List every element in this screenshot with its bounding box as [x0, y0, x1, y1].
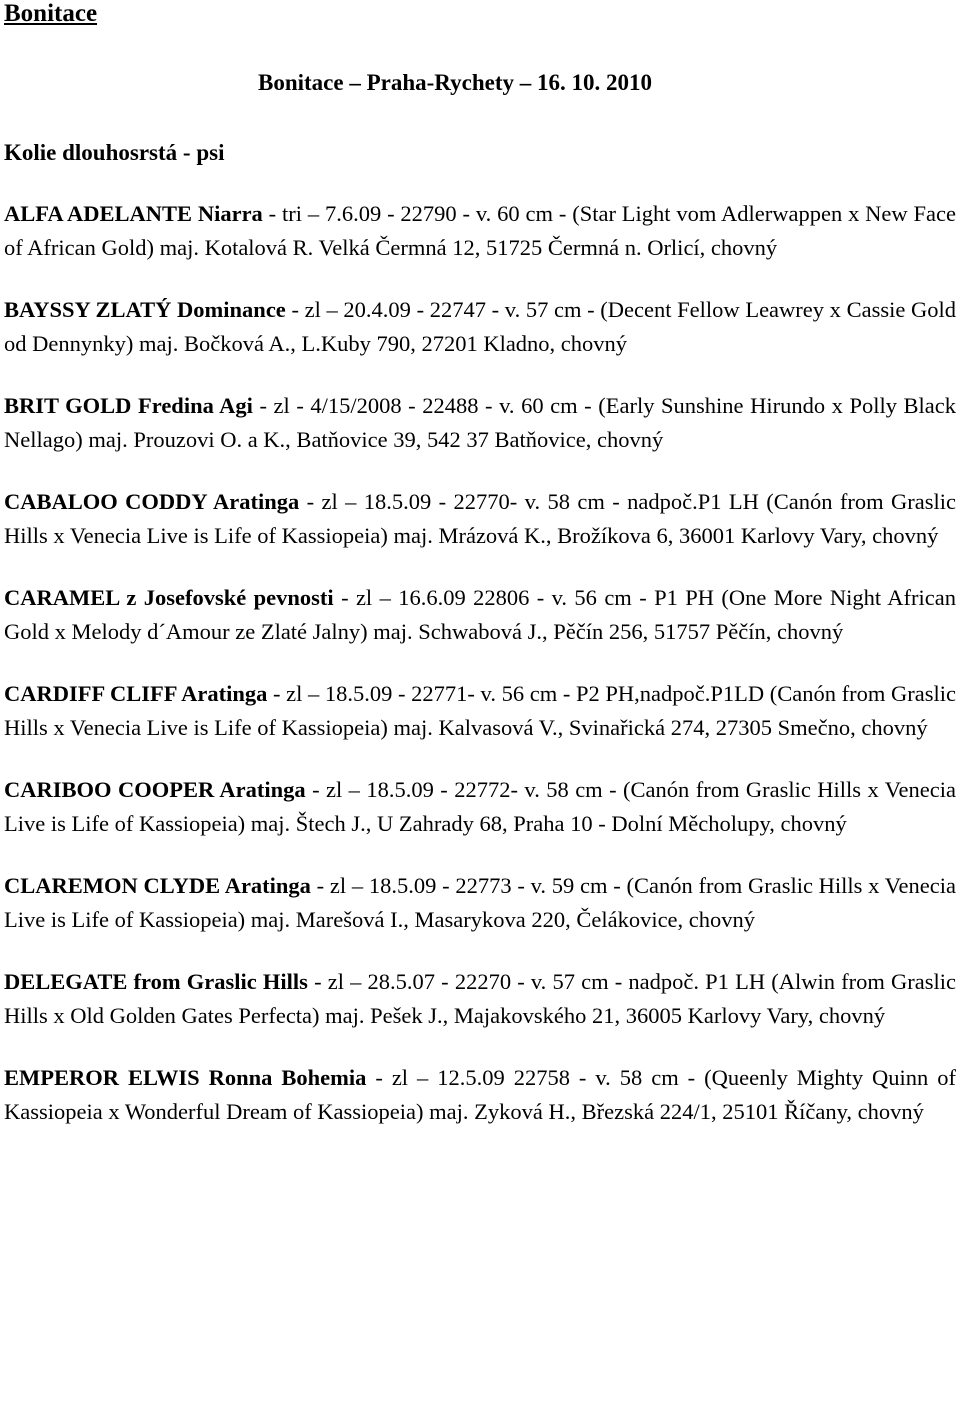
entry-details: - zl – 20.4.09 - 22747 - v. 57 cm - (Decent Fellow Leawrey x Cassie Gold od Dennynky) maj. Bočková A., L.Kuby 790, 27201 Kladno, chovný — [4, 297, 956, 356]
dog-name: BRIT GOLD Fredina Agi — [4, 393, 253, 418]
list-item — [4, 965, 956, 1033]
entry-list — [4, 197, 956, 1157]
list-item — [4, 581, 956, 649]
entry-details: - zl – 12.5.09 22758 - v. 58 cm - (Queenly Mighty Quinn of Kassiopeia x Wonderful Dream of Kassiopeia) maj. Zyková H., Březská 224/1, 25101 Říčany, chovný — [4, 1065, 956, 1124]
page-header-link[interactable]: Bonitace — [4, 0, 98, 27]
dog-name: EMPEROR ELWIS Ronna Bohemia — [4, 1065, 367, 1090]
entry-details: - zl – 28.5.07 - 22270 - v. 57 cm - nadpoč. P1 LH (Alwin from Graslic Hills x Old Golden Gates Perfecta) maj. Pešek J., Majakovského 21, 36005 Karlovy Vary, chovný — [4, 969, 956, 1028]
list-item — [4, 389, 956, 457]
entry-details: - zl – 18.5.09 - 22771- v. 56 cm - P2 PH,nadpoč.P1LD (Canón from Graslic Hills x Venecia Live is Life of Kassiopeia) maj. Kalvasová V., Svinařická 274, 27305 Smečno, chovný — [4, 681, 957, 740]
dog-name: CARDIFF CLIFF Aratinga — [4, 681, 268, 706]
entry-details: - zl – 16.6.09 22806 - v. 56 cm - P1 PH (One More Night African Gold x Melody d´Amour ze Zlaté Jalny) maj. Schwabová J., Pěčín 256, 51757 Pěčín, chovný — [4, 585, 956, 644]
dog-name: CARIBOO COOPER Aratinga — [4, 777, 306, 802]
dog-name: CARAMEL z Josefovské pevnosti — [4, 585, 334, 610]
list-item — [4, 677, 956, 745]
dog-name: DELEGATE from Graslic Hills — [4, 969, 308, 994]
dog-name: CLAREMON CLYDE Aratinga — [4, 873, 311, 898]
dog-name: ALFA ADELANTE Niarra — [4, 201, 263, 226]
entry-details: - zl – 18.5.09 - 22770- v. 58 cm - nadpoč.P1 LH (Canón from Graslic Hills x Venecia Live is Life of Kassiopeia) maj. Mrázová K., Brožíkova 6, 36001 Karlovy Vary, chovný — [4, 489, 956, 548]
list-item — [4, 869, 956, 937]
dog-name: BAYSSY ZLATÝ Dominance — [4, 297, 286, 322]
breed-heading: Kolie dlouhosrstá - psi — [4, 140, 225, 165]
entry-details: - tri – 7.6.09 - 22790 - v. 60 cm - (Star Light vom Adlerwappen x New Face of African Gold) maj. Kotalová R. Velká Čermná 12, 51725 Čermná n. Orlicí, chovný — [4, 201, 956, 260]
entry-details: - zl – 18.5.09 - 22773 - v. 59 cm - (Canón from Graslic Hills x Venecia Live is Life of Kassiopeia) maj. Marešová I., Masarykova 220, Čelákovice, chovný — [4, 873, 956, 932]
document-title: Bonitace – Praha-Rychety – 16. 10. 2010 — [258, 70, 652, 95]
list-item — [4, 485, 956, 553]
dog-name: CABALOO CODDY Aratinga — [4, 489, 300, 514]
list-item — [4, 1061, 956, 1129]
list-item — [4, 773, 956, 841]
list-item — [4, 197, 956, 265]
list-item — [4, 293, 956, 361]
entry-details: - zl - 4/15/2008 - 22488 - v. 60 cm - (Early Sunshine Hirundo x Polly Black Nellago) maj. Prouzovi O. a K., Batňovice 39, 542 37 Batňovice, chovný — [4, 393, 956, 452]
entry-details: - zl – 18.5.09 - 22772- v. 58 cm - (Canón from Graslic Hills x Venecia Live is Life of Kassiopeia) maj. Štech J., U Zahrady 68, Praha 10 - Dolní Měcholupy, chovný — [4, 777, 956, 836]
